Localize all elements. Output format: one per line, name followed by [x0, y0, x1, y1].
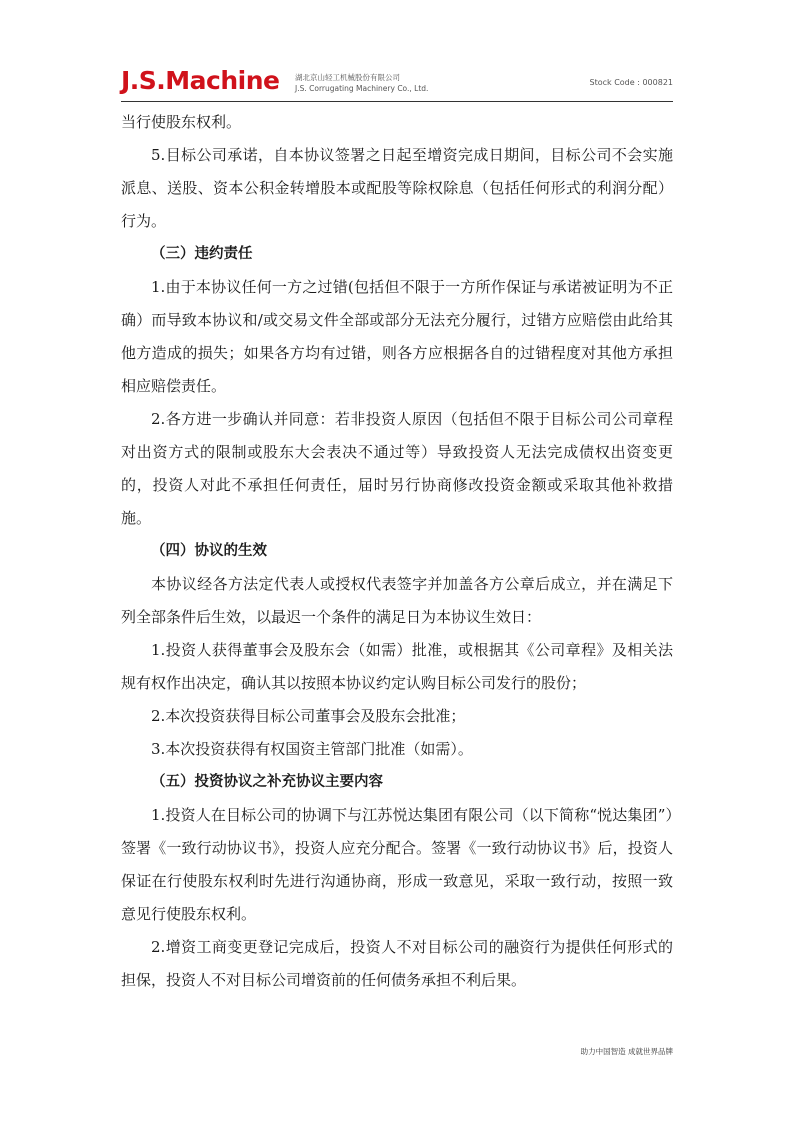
page-header [121, 66, 673, 102]
section-heading: （五）投资协议之补充协议主要内容 [151, 774, 383, 790]
paragraph: 3.本次投资获得有权国资主管部门批准（如需）。 [151, 740, 473, 758]
paragraph: 2.各方进一步确认并同意：若非投资人原因（包括但不限于目标公司公司章程对出资方式的限制或股东大会表决不通过等）导致投资人无法完成债权出资变更的，投资人对此不承担任何责任，届时另行协商修改投资金额或采取其他补救措施。 [121, 410, 673, 527]
company-name-block [295, 72, 428, 94]
company-name-en: J.S. Corrugating Machinery Co., Ltd. [295, 84, 429, 93]
paragraph: 当行使股东权利。 [121, 113, 242, 131]
section-heading: （三）违约责任 [151, 246, 253, 262]
document-body [121, 106, 673, 997]
paragraph: 5.目标公司承诺，自本协议签署之日起至增资完成日期间，目标公司不会实施派息、送股、资本公积金转增股本或配股等除权除息（包括任何形式的利润分配）行为。 [121, 146, 673, 230]
section-heading: （四）协议的生效 [151, 543, 267, 559]
company-logo: J.S.Machine [121, 66, 280, 95]
footer-slogan: 助力中国智造 成就世界品牌 [580, 1047, 673, 1056]
company-name-cn: 湖北京山轻工机械股份有限公司 [295, 73, 400, 82]
paragraph: 1.投资人在目标公司的协调下与江苏悦达集团有限公司（以下简称“悦达集团”）签署《一致行动协议书》，投资人应充分配合。签署《一致行动协议书》后，投资人保证在行使股东权利时先进行沟通协商，形成一致意见，采取一致行动，按照一致意见行使股东权利。 [121, 806, 673, 923]
paragraph: 1.投资人获得董事会及股东会（如需）批准，或根据其《公司章程》及相关法规有权作出决定，确认其以按照本协议约定认购目标公司发行的股份； [121, 641, 673, 692]
paragraph: 1.由于本协议任何一方之过错(包括但不限于一方所作保证与承诺被证明为不正确）而导致本协议和/或交易文件全部或部分无法充分履行，过错方应赔偿由此给其他方造成的损失；如果各方均有过错，则各方应根据各自的过错程度对其他方承担相应赔偿责任。 [121, 278, 673, 395]
stock-code: Stock Code : 000821 [589, 78, 673, 87]
paragraph: 2.本次投资获得目标公司董事会及股东会批准； [151, 707, 466, 725]
header-divider [121, 101, 673, 102]
paragraph: 本协议经各方法定代表人或授权代表签字并加盖各方公章后成立，并在满足下列全部条件后生效，以最迟一个条件的满足日为本协议生效日： [121, 575, 673, 626]
paragraph: 2.增资工商变更登记完成后，投资人不对目标公司的融资行为提供任何形式的担保，投资人不对目标公司增资前的任何债务承担不利后果。 [121, 938, 673, 989]
